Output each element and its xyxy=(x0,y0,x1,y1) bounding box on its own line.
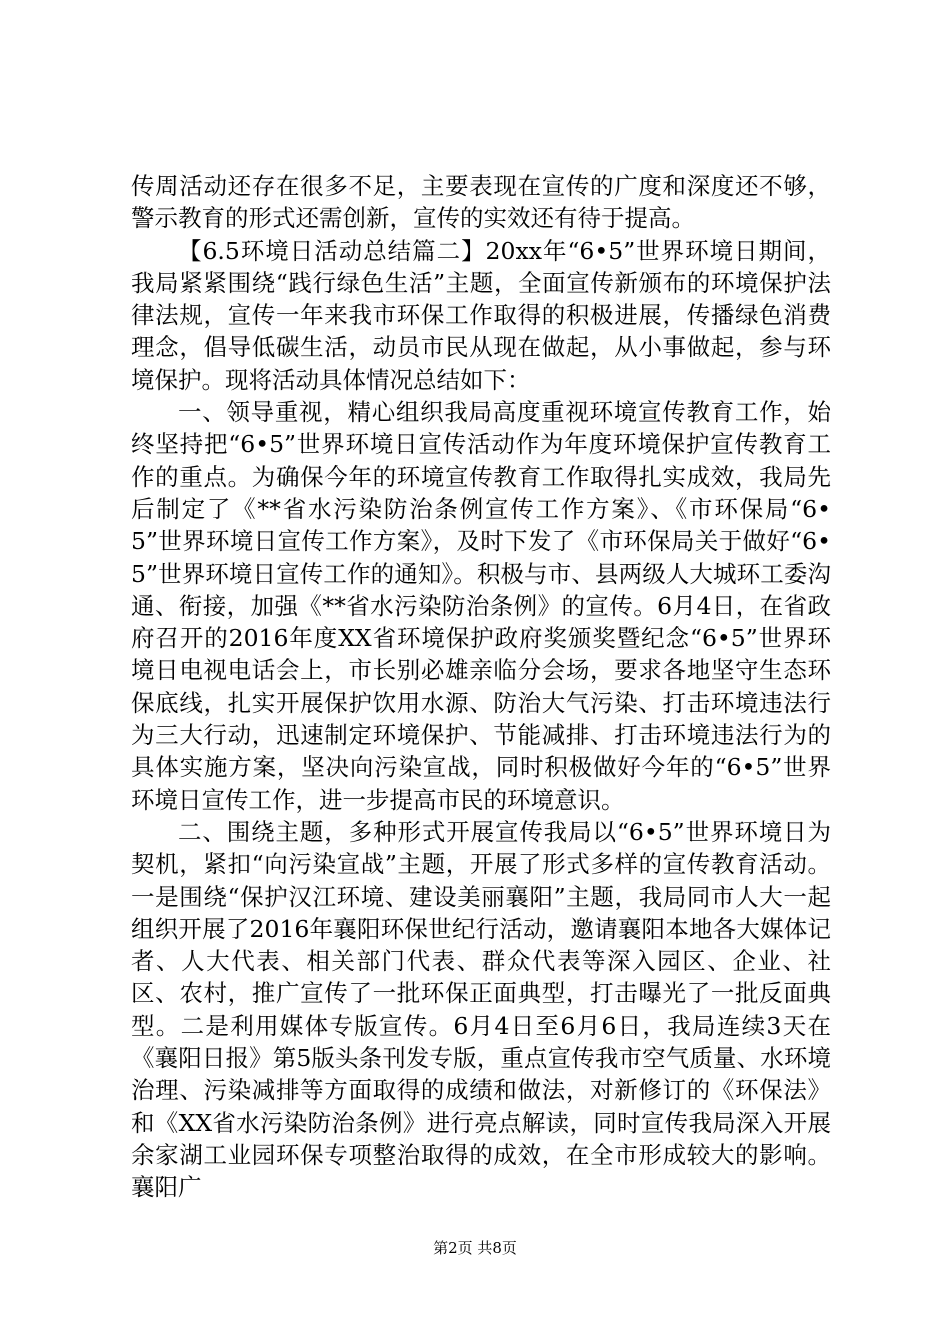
paragraph-3: 一、领导重视，精心组织我局高度重视环境宣传教育工作，始终坚持把“6•5”世界环境日宣传活动作为年度环境保护宣传教育工作的重点。为确保今年的环境宣传教育工作取得扎实成效，我局先后制定了《**省水污染防治条例宣传工作方案》、《市环保局“6•5”世界环境日宣传工作方案》，及时下发了《市环保局关于做好“6•5”世界环境日宣传工作的通知》。积极与市、县两级人大城环工委沟通、衔接，加强《**省水污染防治条例》的宣传。6月4日，在省政府召开的2016年度XX省环境保护政府奖颁奖暨纪念“6•5”世界环境日电视电话会上，市长别必雄亲临分会场，要求各地坚守生态环保底线，扎实开展保护饮用水源、防治大气污染、打击环境违法行为三大行动，迅速制定环境保护、节能减排、打击环境违法行为的具体实施方案，坚决向污染宣战，同时积极做好今年的“6•5”世界环境日宣传工作，进一步提高市民的环境意识。 xyxy=(131,398,831,814)
document-body xyxy=(131,170,831,1204)
page-number-footer: 第2页 共8页 xyxy=(433,1239,517,1257)
paragraph-2: 【6.5环境日活动总结篇二】20xx年“6•5”世界环境日期间，我局紧紧围绕“践行绿色生活”主题，全面宣传新颁布的环境保护法律法规，宣传一年来我市环保工作取得的积极进展，传播绿色消费理念，倡导低碳生活，动员市民从现在做起，从小事做起，参与环境保护。现将活动具体情况总结如下： xyxy=(131,236,831,394)
paragraph-4: 二、围绕主题，多种形式开展宣传我局以“6•5”世界环境日为契机，紧扣“向污染宣战”主题，开展了形式多样的宣传教育活动。一是围绕“保护汉江环境、建设美丽襄阳”主题，我局同市人大一起组织开展了2016年襄阳环保世纪行活动，邀请襄阳本地各大媒体记者、人大代表、相关部门代表、群众代表等深入园区、企业、社区、农村，推广宣传了一批环保正面典型，打击曝光了一批反面典型。二是利用媒体专版宣传。6月4日至6月6日，我局连续3天在《襄阳日报》第5版头条刊发专版，重点宣传我市空气质量、水环境治理、污染减排等方面取得的成绩和做法，对新修订的《环保法》和《XX省水污染防治条例》进行亮点解读，同时宣传我局深入开展余家湖工业园环保专项整治取得的成效，在全市形成较大的影响。襄阳广 xyxy=(131,817,831,1202)
paragraph-1: 传周活动还存在很多不足，主要表现在宣传的广度和深度还不够，警示教育的形式还需创新，宣传的实效还有待于提高。 xyxy=(131,172,831,233)
